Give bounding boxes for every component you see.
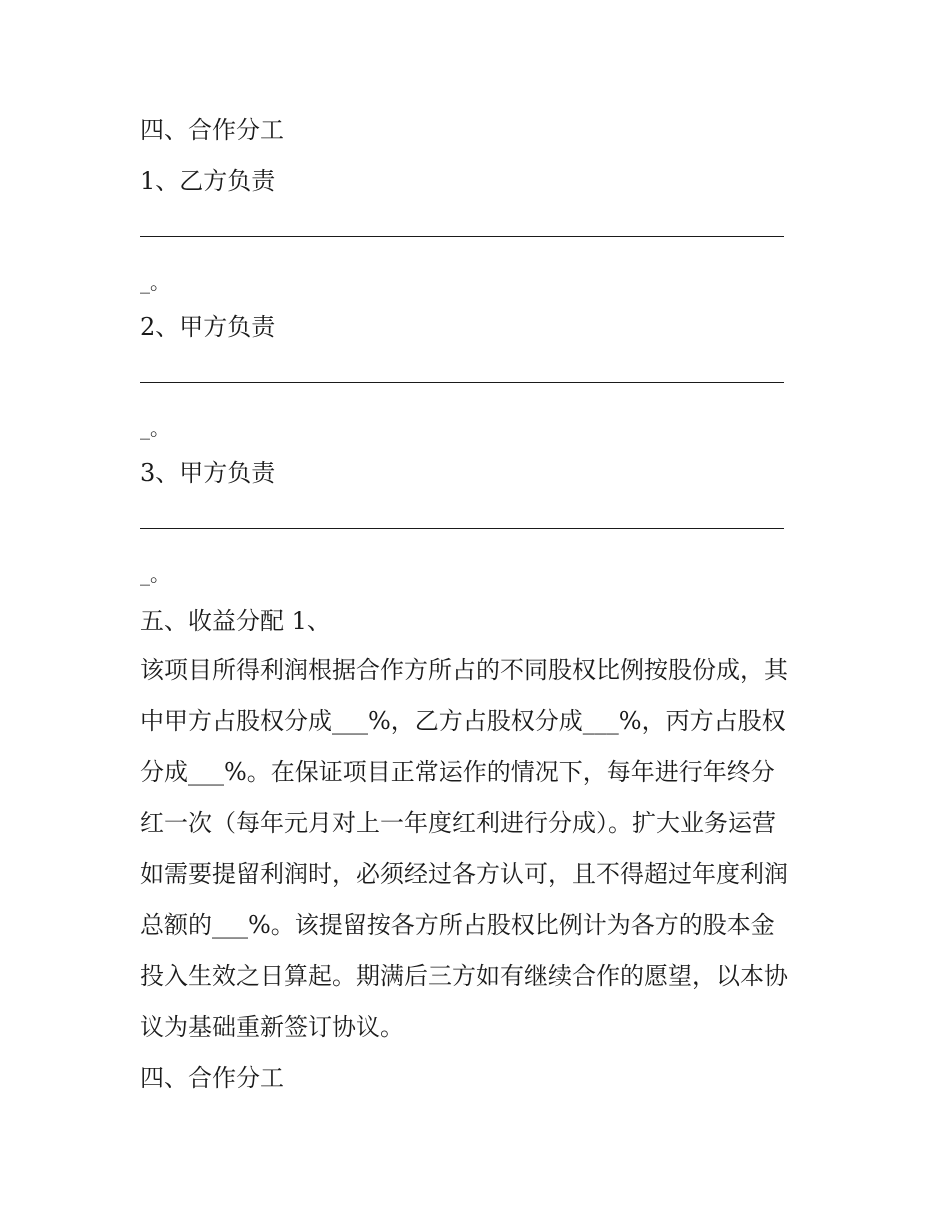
item-2-end: _。 [140,416,170,440]
section-heading-cooperation-repeat: 四、合作分工 [140,1064,284,1092]
paragraph-line: 议为基础重新签订协议。 [140,1013,404,1041]
item-3-label: 3、甲方负责 [140,459,276,487]
section-heading-cooperation: 四、合作分工 [140,116,284,144]
paragraph-line: 分成___%。在保证项目正常运作的情况下，每年进行年终分 [140,758,775,786]
item-3-blank-line [140,528,784,529]
paragraph-line: 如需要提留利润时，必须经过各方认可，且不得超过年度利润 [140,860,788,888]
item-1-end: _。 [140,270,170,294]
paragraph-line: 该项目所得利润根据合作方所占的不同股权比例按股份成，其 [140,656,788,684]
item-1-label: 1、乙方负责 [140,167,276,195]
item-3-end: _。 [140,562,170,586]
item-2-label: 2、甲方负责 [140,313,276,341]
item-2-blank-line [140,382,784,383]
paragraph-line: 红一次（每年元月对上一年度红利进行分成）。扩大业务运营 [140,809,776,837]
profit-paragraph [140,654,815,1062]
item-1-blank-line [140,236,784,237]
paragraph-line: 投入生效之日算起。期满后三方如有继续合作的愿望，以本协 [140,962,788,990]
section-heading-profit: 五、收益分配 1、 [140,607,331,635]
paragraph-line: 中甲方占股权分成___%，乙方占股权分成___%，丙方占股权 [140,707,786,735]
paragraph-line: 总额的___%。该提留按各方所占股权比例计为各方的股本金 [140,911,775,939]
